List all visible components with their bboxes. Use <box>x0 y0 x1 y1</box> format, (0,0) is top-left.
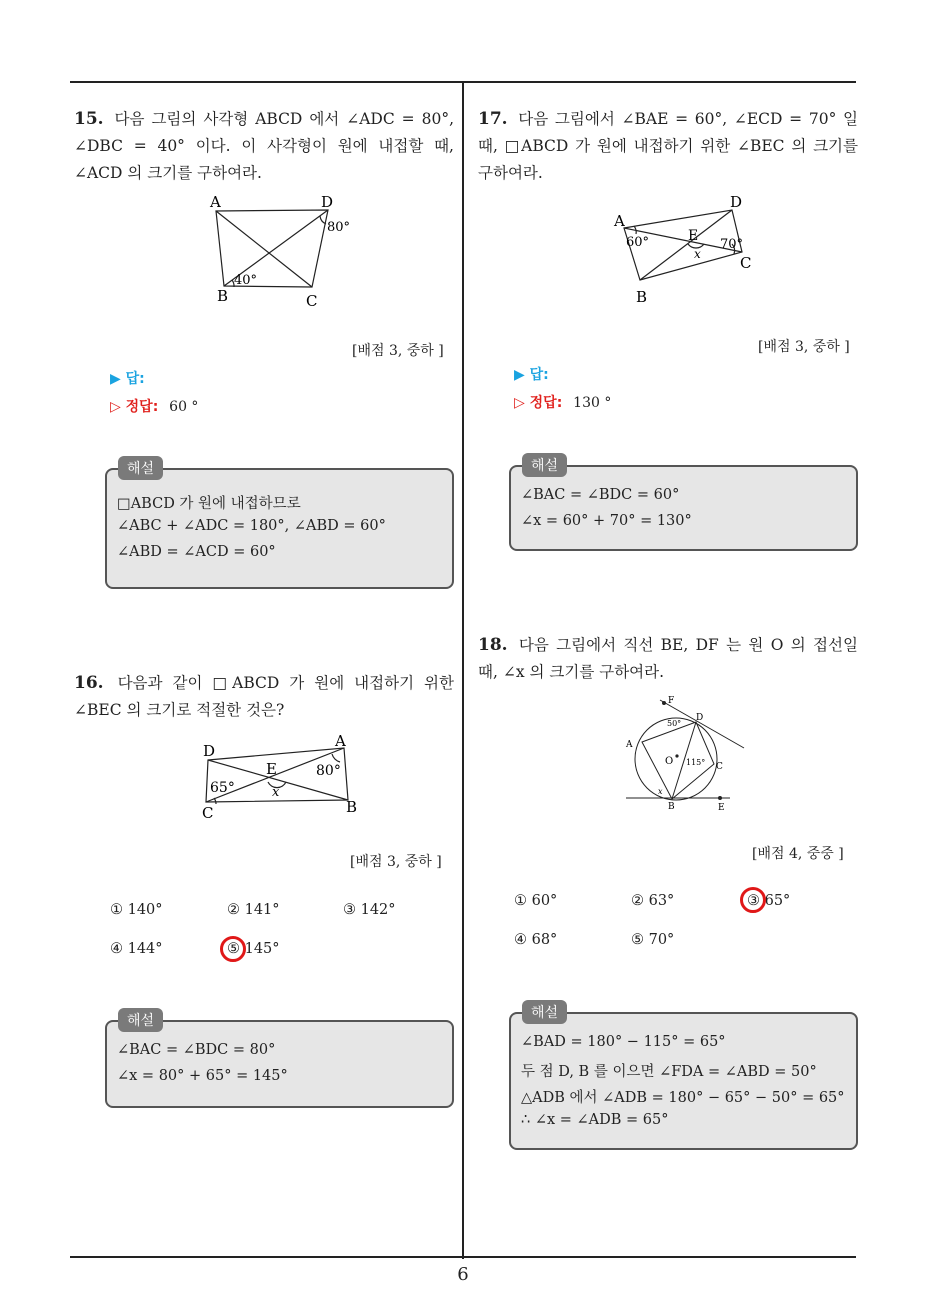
q16-choice-1[interactable]: ① 140° <box>110 902 163 918</box>
q18-sol-line-3: △ADB 에서 ∠ADB = 180° − 65° − 50° = 65° <box>521 1090 845 1106</box>
q15-sol-line-1: □ABCD 가 원에 내접하므로 <box>117 496 301 512</box>
q18-angle-c: 115° <box>686 758 706 767</box>
q16-choice-2[interactable]: ② 141° <box>227 902 280 918</box>
q18-choice-3[interactable]: ③ 65° <box>747 893 791 909</box>
q17-diagonal-bd <box>640 210 732 280</box>
q15-sol-line-3: ∠ABD = ∠ACD = 60° <box>117 544 276 560</box>
q18-label-e: E <box>718 803 725 813</box>
q18-point-f <box>662 701 666 705</box>
q18-number: 18. <box>478 635 508 655</box>
q17-statement: 다음 그림에서 ∠BAE = 60°, ∠ECD = 70° 일 때, □ABCD 가 원에 내접하기 위한 ∠BEC 의 크기를 구하여라. <box>478 110 858 182</box>
q17-angle-a: 60° <box>626 235 650 250</box>
q17-correct-label: ▷ 정답: <box>514 395 563 411</box>
q16-label-a: A <box>335 732 346 750</box>
q17-solution-box <box>509 465 858 551</box>
q16-angle-c: 65° <box>210 780 235 796</box>
q17-text <box>478 106 858 187</box>
q15-statement: 다음 그림의 사각형 ABCD 에서 ∠ADC = 80°, ∠DBC = 40° 이다. 이 사각형이 원에 내접할 때, ∠ACD 의 크기를 구하여라. <box>74 110 454 182</box>
q18-angle-d: 50° <box>667 719 682 728</box>
q15-answer-label: ▶ 답: <box>110 371 145 387</box>
q18-choice-5[interactable]: ⑤ 70° <box>631 932 675 948</box>
q18-choice-2[interactable]: ② 63° <box>631 893 675 909</box>
q16-label-b: B <box>346 798 358 816</box>
q17-solution-tag: 해설 <box>522 453 567 477</box>
q17-figure <box>608 192 768 310</box>
q16-solution-box <box>105 1020 454 1108</box>
q18-solution-box <box>509 1012 858 1150</box>
q16-text <box>74 670 454 724</box>
q16-arc-c <box>214 798 216 804</box>
q18-label-o: O <box>665 756 674 767</box>
q15-angle-b: 40° <box>234 273 258 288</box>
q16-sol-line-1: ∠BAC = ∠BDC = 80° <box>117 1042 276 1058</box>
q15-figure <box>200 192 360 312</box>
q16-solution-tag: 해설 <box>118 1008 163 1032</box>
q15-solution-box <box>105 468 454 589</box>
q17-label-b: B <box>636 288 648 306</box>
q16-statement: 다음과 같이 □ABCD 가 원에 내접하기 위한 ∠BEC 의 크기로 적절한 것은? <box>74 674 454 719</box>
q18-angle-x: x <box>658 787 663 796</box>
q15-sol-line-2: ∠ABC + ∠ADC = 180°, ∠ABD = 60° <box>117 518 386 534</box>
q17-angle-c: 70° <box>720 237 744 252</box>
q15-solution-tag: 해설 <box>118 456 163 480</box>
q17-sol-line-2: ∠x = 60° + 70° = 130° <box>521 513 692 529</box>
q18-text <box>478 632 858 686</box>
q16-angle-a: 80° <box>316 763 341 779</box>
q18-choice-4[interactable]: ④ 68° <box>514 932 558 948</box>
q17-number: 17. <box>478 109 508 129</box>
q18-figure <box>620 692 770 818</box>
q16-sol-line-2: ∠x = 80° + 65° = 145° <box>117 1068 288 1084</box>
q18-center-dot <box>675 754 678 757</box>
q16-meta: [배점 3, 중하 ] <box>350 854 442 870</box>
q18-meta: [배점 4, 중중 ] <box>752 846 844 862</box>
q17-sol-line-1: ∠BAC = ∠BDC = 60° <box>521 487 680 503</box>
q15-angle-d: 80° <box>327 220 351 235</box>
q18-sol-line-4: ∴ ∠x = ∠ADB = 65° <box>521 1112 669 1128</box>
q17-correct-value: 130 ° <box>573 395 612 411</box>
q16-angle-x: x <box>272 785 280 800</box>
q17-correct <box>514 392 611 412</box>
q18-statement: 다음 그림에서 직선 BE, DF 는 원 O 의 접선일 때, ∠x 의 크기를 구하여라. <box>478 636 858 681</box>
q18-label-a: A <box>626 740 633 750</box>
q18-label-d: D <box>696 713 704 723</box>
q16-label-c: C <box>202 804 214 822</box>
q15-correct-label: ▷ 정답: <box>110 399 159 415</box>
q18-answer-circle-mark <box>740 887 766 913</box>
center-divider <box>462 81 464 1259</box>
q15-label-b: B <box>217 287 229 305</box>
q16-answer-circle-mark <box>220 936 246 962</box>
q15-text <box>74 106 454 187</box>
q15-label-d: D <box>321 193 334 211</box>
q16-choice-4[interactable]: ④ 144° <box>110 941 163 957</box>
q18-label-b: B <box>668 802 675 812</box>
q18-point-e <box>718 796 722 800</box>
q15-diagonal-ac <box>216 211 312 287</box>
q17-angle-x: x <box>694 247 701 261</box>
q17-meta: [배점 3, 중하 ] <box>758 339 850 355</box>
q17-label-a: A <box>614 212 625 230</box>
q15-number: 15. <box>74 109 104 129</box>
q16-figure <box>196 732 376 828</box>
q15-label-c: C <box>306 292 318 310</box>
q17-label-d: D <box>730 193 743 211</box>
q18-sol-line-2: 두 점 D, B 를 이으면 ∠FDA = ∠ABD = 50° <box>521 1064 817 1080</box>
q18-solution-tag: 해설 <box>522 1000 567 1024</box>
q16-arc-a <box>332 754 340 762</box>
q15-label-a: A <box>210 193 221 211</box>
q15-correct <box>110 396 198 416</box>
bottom-rule <box>70 1256 856 1258</box>
page-number: 6 <box>457 1264 469 1285</box>
q17-label-e: E <box>688 228 699 244</box>
q15-meta: [배점 3, 중하 ] <box>352 343 444 359</box>
q16-label-d: D <box>203 742 216 760</box>
q16-number: 16. <box>74 673 104 693</box>
q16-choice-3[interactable]: ③ 142° <box>343 902 396 918</box>
q16-choice-5[interactable]: ⑤ 145° <box>227 941 280 957</box>
q18-label-f: F <box>668 696 675 706</box>
q18-choice-1[interactable]: ① 60° <box>514 893 558 909</box>
q17-label-c: C <box>740 254 752 272</box>
q18-label-c: C <box>716 762 723 772</box>
q15-correct-value: 60 ° <box>169 399 199 415</box>
q18-sol-line-1: ∠BAD = 180° − 115° = 65° <box>521 1034 726 1050</box>
q16-label-e: E <box>266 760 277 778</box>
q17-answer-label: ▶ 답: <box>514 367 549 383</box>
